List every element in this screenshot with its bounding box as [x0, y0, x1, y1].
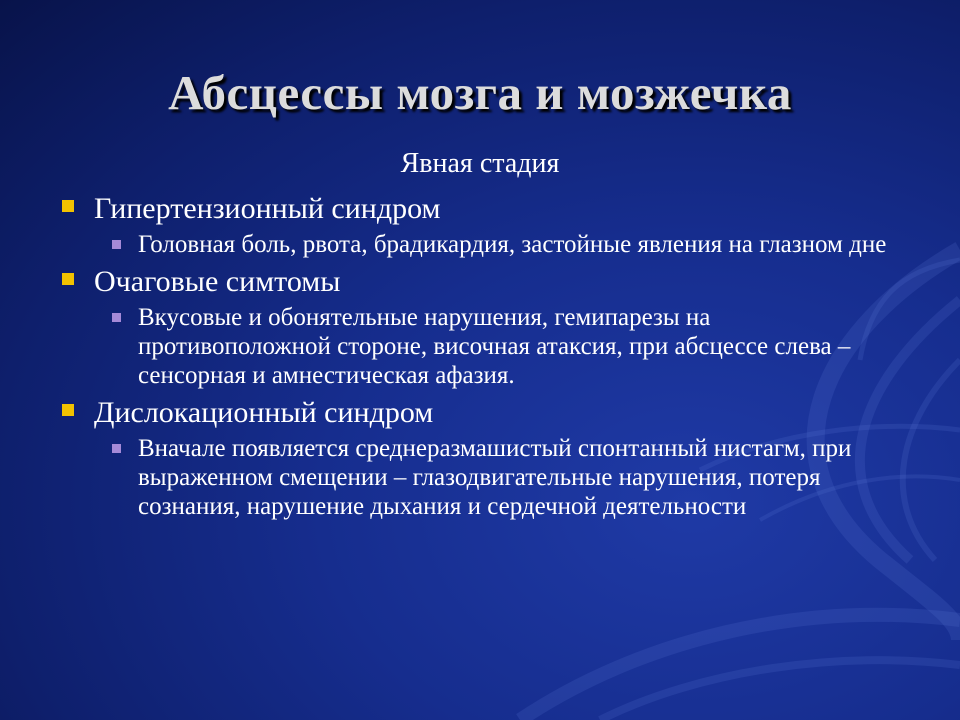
bullet-label: Очаговые симтомы [94, 265, 341, 298]
sub-bullet-text: Вначале появляется среднеразмашистый спонтанный нистагм, при выраженном смещении – глазодвигательные нарушения, потеря сознания, нарушение дыхания и сердечной деятельности [138, 435, 852, 520]
bullet-list [56, 188, 916, 527]
sub-bullet-text: Головная боль, рвота, брадикардия, застойные явления на глазном дне [138, 231, 887, 258]
square-sub-bullet-icon [112, 444, 121, 453]
sub-bullet-item [56, 230, 916, 259]
square-bullet-icon [62, 200, 74, 212]
slide-title: Абсцессы мозга и мозжечка [168, 65, 792, 120]
sub-bullet-item [56, 434, 916, 521]
bullet-label: Гипертензионный синдром [94, 192, 441, 225]
bullet-label: Дислокационный синдром [94, 396, 434, 429]
square-bullet-icon [62, 273, 74, 285]
bullet-item-focal-symptoms [56, 265, 916, 299]
bullet-item-hypertensive-syndrome [56, 192, 916, 226]
square-sub-bullet-icon [112, 313, 121, 322]
square-sub-bullet-icon [112, 240, 121, 249]
sub-bullet-text: Вкусовые и обонятельные нарушения, гемипарезы на противоположной стороне, височная атаксия, при абсцессе слева – сенсорная и амнестическая афазия. [138, 304, 851, 389]
sub-bullet-item [56, 303, 916, 390]
square-bullet-icon [62, 404, 74, 416]
bullet-item-dislocation-syndrome [56, 396, 916, 430]
slide-subtitle: Явная стадия [400, 148, 560, 179]
